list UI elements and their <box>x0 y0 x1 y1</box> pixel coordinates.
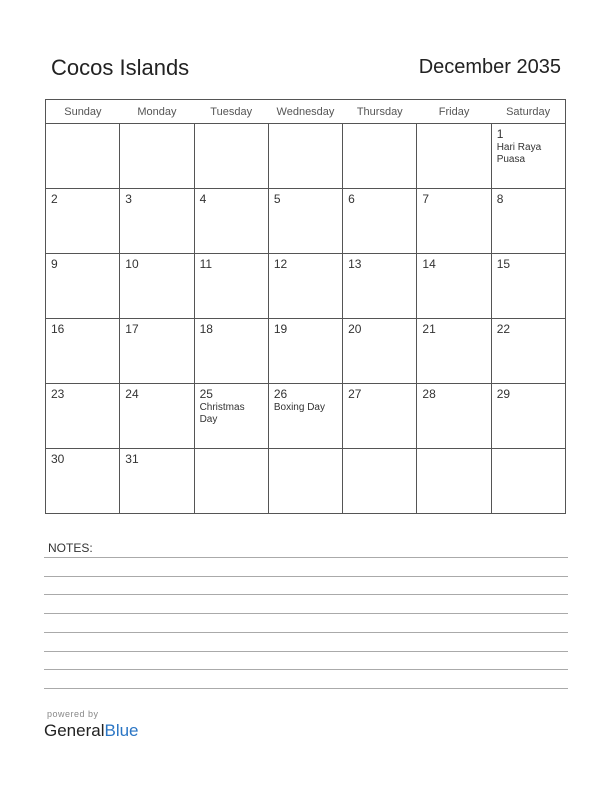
day-cell <box>491 189 565 254</box>
day-number: 25 <box>199 387 213 401</box>
day-cell <box>268 449 342 514</box>
day-number: 20 <box>348 322 362 336</box>
day-number: 16 <box>51 322 65 336</box>
day-number: 5 <box>273 192 281 206</box>
day-cell <box>268 384 342 449</box>
day-cell <box>491 254 565 319</box>
week-row <box>46 319 566 384</box>
weekday-wednesday: Wednesday <box>268 100 342 124</box>
day-number: 23 <box>51 387 65 401</box>
day-number: 30 <box>51 452 65 466</box>
day-number: 29 <box>496 387 511 401</box>
country-title: Cocos Islands <box>51 55 190 80</box>
day-cell <box>417 384 491 449</box>
week-row <box>46 254 566 319</box>
notes-label: NOTES: <box>48 541 93 555</box>
day-number: 27 <box>348 387 362 401</box>
day-cell <box>268 124 342 189</box>
day-number: 1 <box>496 127 504 141</box>
day-number: 22 <box>496 322 511 336</box>
weekday-tuesday: Tuesday <box>194 100 268 124</box>
day-number: 24 <box>125 387 139 401</box>
day-cell <box>268 254 342 319</box>
day-cell <box>417 319 491 384</box>
day-cell <box>194 319 268 384</box>
day-cell <box>194 254 268 319</box>
day-cell <box>343 189 417 254</box>
day-number: 18 <box>199 322 213 336</box>
day-cell <box>343 449 417 514</box>
day-number: 3 <box>125 192 132 206</box>
day-cell <box>120 254 194 319</box>
day-cell <box>46 449 120 514</box>
note-line <box>44 651 568 652</box>
weekday-friday: Friday <box>417 100 491 124</box>
day-cell <box>417 449 491 514</box>
day-cell <box>343 319 417 384</box>
note-line <box>44 688 568 689</box>
day-cell <box>268 189 342 254</box>
day-number: 11 <box>199 257 213 271</box>
day-number: 14 <box>422 257 436 271</box>
week-row <box>46 384 566 449</box>
day-cell <box>343 124 417 189</box>
powered-by-text: powered by <box>47 709 99 719</box>
day-cell <box>491 124 565 189</box>
day-number: 9 <box>51 257 58 271</box>
day-cell <box>194 449 268 514</box>
weekday-thursday: Thursday <box>343 100 417 124</box>
note-line <box>44 632 568 633</box>
day-cell <box>194 124 268 189</box>
day-number: 10 <box>125 257 139 271</box>
day-cell <box>417 189 491 254</box>
day-cell <box>46 319 120 384</box>
note-line <box>44 576 568 577</box>
weekday-monday: Monday <box>120 100 194 124</box>
day-number: 17 <box>125 322 139 336</box>
day-number: 26 <box>273 387 288 401</box>
week-row <box>46 124 566 189</box>
day-number: 2 <box>51 192 58 206</box>
holiday-label: Christmas Day <box>199 402 245 425</box>
note-line <box>44 557 568 558</box>
day-cell <box>417 124 491 189</box>
note-line <box>44 594 568 595</box>
day-cell <box>120 449 194 514</box>
brand-logo <box>44 721 139 741</box>
brand-general: General <box>44 721 105 740</box>
note-line <box>44 613 568 614</box>
day-number: 28 <box>422 387 436 401</box>
day-cell <box>491 449 565 514</box>
day-cell <box>46 254 120 319</box>
weekday-header-row <box>46 100 566 124</box>
week-row <box>46 449 566 514</box>
day-cell <box>194 384 268 449</box>
day-cell <box>120 384 194 449</box>
day-cell <box>417 254 491 319</box>
day-cell <box>120 124 194 189</box>
day-number: 6 <box>348 192 355 206</box>
week-row <box>46 189 566 254</box>
day-cell <box>46 384 120 449</box>
day-number: 13 <box>348 257 362 271</box>
day-cell <box>194 189 268 254</box>
day-cell <box>343 384 417 449</box>
note-line <box>44 669 568 670</box>
day-cell <box>46 124 120 189</box>
day-cell <box>491 319 565 384</box>
day-cell <box>491 384 565 449</box>
day-number: 15 <box>496 257 511 271</box>
day-cell <box>343 254 417 319</box>
brand-blue: Blue <box>104 721 139 740</box>
holiday-label: Hari Raya Puasa <box>496 142 542 165</box>
day-number: 31 <box>125 452 139 466</box>
day-cell <box>120 189 194 254</box>
day-number: 21 <box>422 322 436 336</box>
day-number: 19 <box>273 322 288 336</box>
weekday-saturday: Saturday <box>491 100 565 124</box>
day-number: 8 <box>496 192 504 206</box>
day-cell <box>120 319 194 384</box>
day-number: 12 <box>273 257 288 271</box>
day-number: 4 <box>199 192 207 206</box>
calendar-grid <box>45 99 566 514</box>
day-cell <box>46 189 120 254</box>
holiday-label: Boxing Day <box>273 402 325 413</box>
day-number: 7 <box>422 192 430 206</box>
weekday-sunday: Sunday <box>46 100 120 124</box>
month-year-title: December 2035 <box>418 56 561 78</box>
day-cell <box>268 319 342 384</box>
